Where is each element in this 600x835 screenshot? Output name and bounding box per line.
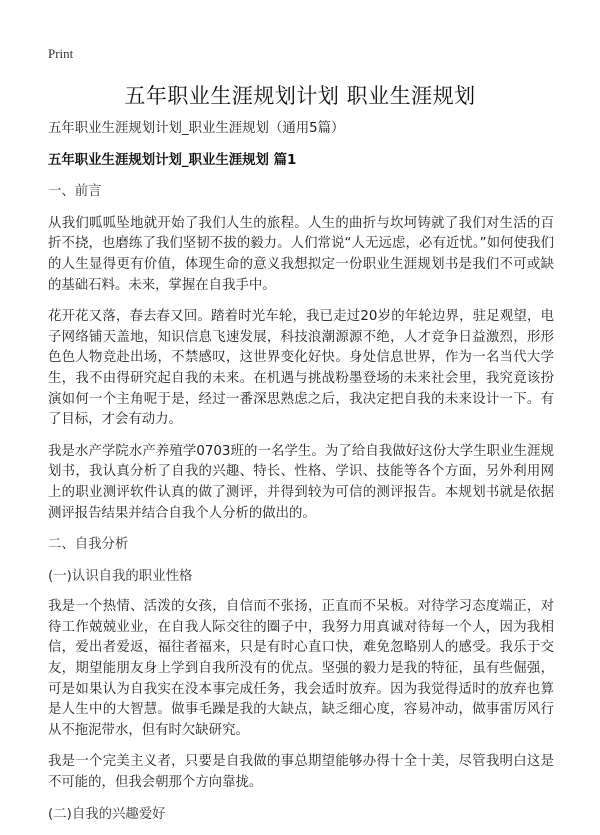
- subsection-heading-interests: (二)自我的兴趣爱好: [48, 806, 166, 822]
- paragraph: 从我们呱呱坠地就开始了我们人生的旅程。人生的曲折与坎坷铸就了我们对生活的百折不挠，也磨练了我们坚韧不拔的毅力。人们常说“人无远虑，必有近忧。”如何使我们的人生显得更有价值，体现生命的意义我想拟定一份职业生涯规划书是我们不可或缺的基础石料。未来，掌握在自我手中。: [48, 215, 554, 293]
- document-body: [48, 119, 554, 835]
- section-heading-self-analysis: 二、自我分析: [48, 537, 129, 553]
- paragraph: 我是一个完美主义者，只要是自我做的事总期望能够办得十全十美，尽管我明白这是不可能的，但我会朝那个方向靠拢。: [48, 754, 554, 791]
- paragraph: 我是一个热情、活泼的女孩，自信而不张扬，正直而不呆板。对待学习态度端正，对待工作兢兢业业，在自我人际交往的圈子中，我努力用真诚对待每一个人，因为我相信，爱出者爱返，福往者福来，只是有时心直口快，难免忽略别人的感受。我乐于交友，期望能朋友身上学到自我所没有的优点。坚强的毅力是我的特征，虽有些倔强，可是如果认为自我实在没本事完成任务，我会适时放弃。因为我觉得适时的放弃也算是人生中的大智慧。做事毛躁是我的大缺点，缺乏细心度，容易冲动，做事雷厉风行从不拖泥带水，但有时欠缺研究。: [48, 599, 554, 738]
- print-label[interactable]: Print: [48, 46, 74, 61]
- paragraph: 我是水产学院水产养殖学0703班的一名学生。为了给自我做好这份大学生职业生涯规划书，我认真分析了自我的兴趣、特长、性格、学识、技能等各个方面，另外利用网上的职业测评软件认真的做了测评，并得到较为可信的测评报告。本规划书就是依据测评报告结果并结合自我个人分析的做出的。: [48, 443, 554, 521]
- document-title: 五年职业生涯规划计划 职业生涯规划: [124, 84, 476, 108]
- document-subtitle: 五年职业生涯规划计划_职业生涯规划（通用5篇）: [48, 121, 345, 136]
- paragraph: 花开花又落，春去春又回。踏着时光车轮，我已走过20岁的年轮边界，驻足观望，电子网络铺天盖地，知识信息飞速发展，科技浪潮源源不绝，人才竞争日益激烈，形形色色人物竞赴出场，不禁感叹，这世界变化好快。身处信息世界，作为一名当代大学生，我不由得研究起自我的未来。在机遇与挑战粉墨登场的未来社会里，我究竟该扮演如何一个主角呢于是，经过一番深思熟虑之后，我决定把自我的未来设计一下。有了目标，才会有动力。: [48, 309, 554, 428]
- section-heading-preface: 一、前言: [48, 184, 102, 200]
- article-heading: 五年职业生涯规划计划_职业生涯规划 篇1: [48, 152, 297, 168]
- subsection-heading-personality: (一)认识自我的职业性格: [48, 568, 193, 584]
